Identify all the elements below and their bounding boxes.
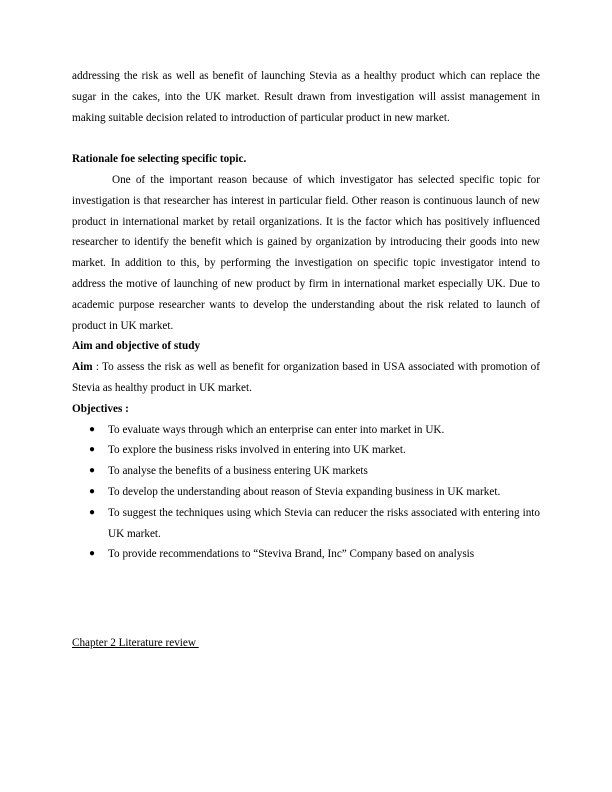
aim-objective-heading: Aim and objective of study <box>72 340 201 353</box>
aim-label: Aim <box>72 361 93 374</box>
rationale-heading: Rationale foe selecting specific topic. <box>72 153 247 166</box>
bullet-icon: ● <box>89 444 96 456</box>
list-item <box>72 482 540 503</box>
objective-text: To develop the understanding about reason of Stevia expanding business in UK market. <box>108 485 501 498</box>
list-item <box>72 420 540 441</box>
objective-text: To explore the business risks involved in entering into UK market. <box>108 444 406 457</box>
objectives-heading: Objectives : <box>72 402 129 415</box>
objective-text: To suggest the techniques using which Stevia can reducer the risks associated with entering into UK market. <box>108 506 540 540</box>
spacer <box>72 128 540 149</box>
aim-paragraph <box>72 357 540 399</box>
bullet-icon: ● <box>89 485 96 497</box>
objective-text: To analyse the benefits of a business entering UK markets <box>108 465 368 478</box>
bullet-icon: ● <box>89 548 96 560</box>
objective-text: To provide recommendations to “Steviva Brand, Inc” Company based on analysis <box>108 548 475 561</box>
aim-text: : To assess the risk as well as benefit for organization based in USA associated with promotion of Stevia as healthy product in UK market. <box>72 361 540 394</box>
bullet-icon: ● <box>89 506 96 518</box>
intro-paragraph: addressing the risk as well as benefit of launching Stevia as a healthy product which can replace the sugar in the cakes, into the UK market. Result drawn from investigation will assist management in making suitable decision related to introduction of particular product in new market. <box>72 70 540 124</box>
rationale-paragraph: One of the important reason because of which investigator has selected specific topic for investigation is that researcher has interest in particular field. Other reason is continuous launch of new product in international market by retail organizations. It is the factor which has positively influenced researcher to identify the benefit which is gained by organization by introducing their goods into new market. In addition to this, by performing the investigation on specific topic investigator intend to address the motive of launching of new product by firm in international market especially UK. Due to academic purpose researcher wants to develop the understanding about the risk related to launch of product in UK market. <box>72 173 540 332</box>
list-item <box>72 503 540 545</box>
bullet-icon: ● <box>89 465 96 477</box>
list-item <box>72 544 540 565</box>
list-item <box>72 440 540 461</box>
bullet-icon: ● <box>89 423 96 435</box>
chapter-heading: Chapter 2 Literature review <box>72 637 199 649</box>
list-item <box>72 461 540 482</box>
objectives-list <box>72 420 540 566</box>
objective-text: To evaluate ways through which an enterprise can enter into market in UK. <box>108 423 445 436</box>
page-content <box>72 66 540 565</box>
